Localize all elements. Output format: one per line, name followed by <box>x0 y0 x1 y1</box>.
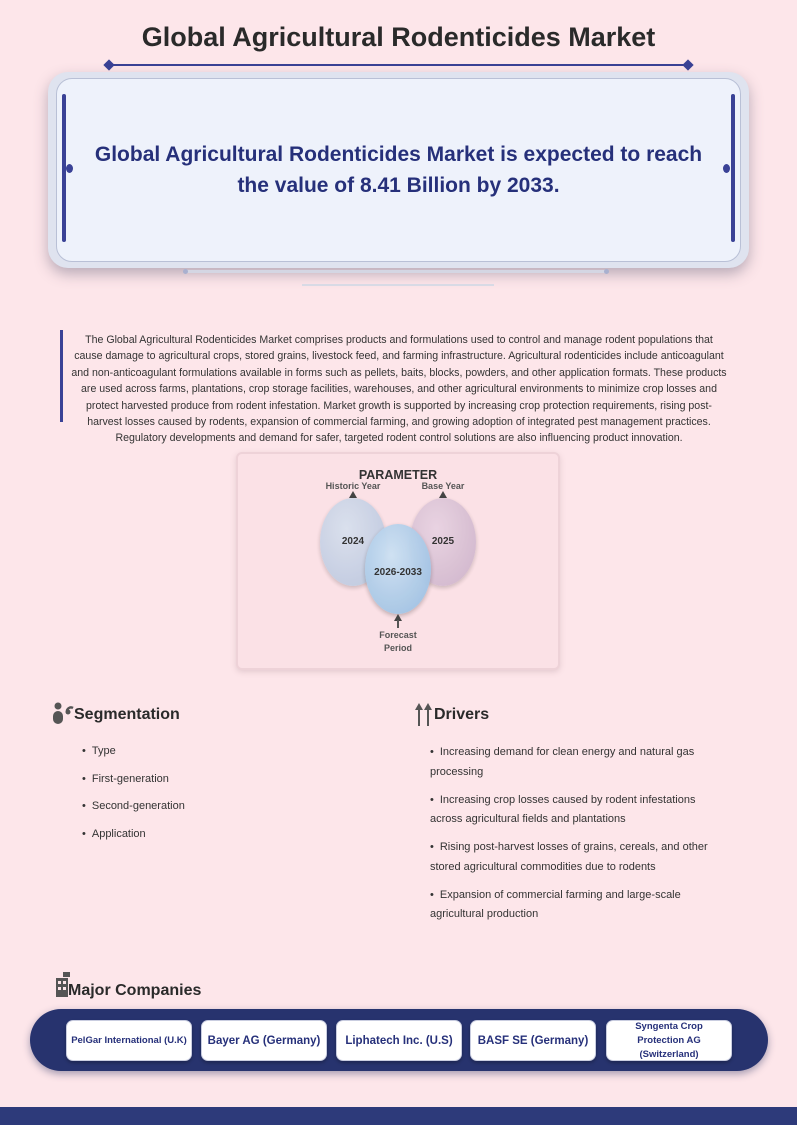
divider-right-diamond <box>682 59 693 70</box>
hero-base-line-lower <box>302 284 494 286</box>
hero-right-bar <box>731 94 735 242</box>
hero-left-dot <box>66 164 73 173</box>
historic-year-value: 2024 <box>341 536 365 547</box>
list-item: • First-generation <box>82 772 169 785</box>
list-item: • Second-generation <box>82 800 185 813</box>
forecast-arrow-stem <box>397 620 399 628</box>
drivers-heading: Drivers <box>434 706 490 723</box>
title-divider <box>110 64 688 66</box>
list-item: • Rising post-harvest losses of grains, cereals, and other stored agricultural commodities due to rodents <box>430 841 708 873</box>
hero-headline: Global Agricultural Rodenticides Market is expected to reach the value of 8.41 Billion by 2033. <box>94 143 703 197</box>
list-item: • Application <box>82 827 146 840</box>
company-card: PelGar International (U.K) <box>66 1020 192 1061</box>
up-arrows-icon <box>414 701 434 727</box>
list-item: • Type <box>82 745 116 757</box>
historic-year-label: Historic Year <box>325 481 381 491</box>
historic-arrow-icon <box>349 491 357 498</box>
segmentation-list <box>82 745 185 855</box>
hero-base-left-dot <box>183 269 188 274</box>
drivers-list <box>430 743 730 933</box>
list-item: • Increasing demand for clean energy and natural gas processing <box>430 746 695 778</box>
forecast-label-line1: Forecast <box>379 630 417 640</box>
company-card: BASF SE (Germany) <box>470 1020 596 1061</box>
hero-base-line <box>184 270 608 273</box>
company-card: Syngenta Crop Protection AG (Switzerland) <box>606 1020 732 1061</box>
base-year-value: 2025 <box>431 536 455 547</box>
list-item: • Increasing crop losses caused by rodent infestations across agricultural fields and plantations <box>430 793 696 825</box>
base-year-label: Base Year <box>421 481 465 491</box>
company-card: Liphatech Inc. (U.S) <box>336 1020 462 1061</box>
page-title: Global Agricultural Rodenticides Market <box>141 22 656 52</box>
divider-left-diamond <box>103 59 114 70</box>
forecast-period-value: 2026-2033 <box>374 567 422 578</box>
company-card: Bayer AG (Germany) <box>201 1020 327 1061</box>
base-arrow-icon <box>439 491 447 498</box>
hero-right-dot <box>723 164 730 173</box>
segmentation-heading: Segmentation <box>74 706 180 723</box>
hero-card <box>56 78 741 262</box>
forecast-label-line2: Period <box>383 643 412 653</box>
hero-base-right-dot <box>604 269 609 274</box>
description-accent-bar <box>60 330 63 422</box>
people-icon <box>50 700 74 726</box>
major-companies-heading: Major Companies <box>68 982 202 999</box>
footer-bar <box>0 1107 797 1125</box>
market-description: The Global Agricultural Rodenticides Market comprises products and formulations used to control and manage rodent populations that cause damage to agricultural crops, stored grains, livestock feed, and farming infrastructure. Agricultural rodenticides include anticoagulant and non-anticoagulant formulations available in forms such as pellets, baits, blocks, powders, and other application formats. These products are used across farms, plantations, crop storage facilities, warehouses, and other agricultural environments to minimize crop losses and protect harvested produce from rodent infestation. Market growth is supported by increasing crop protection requirements, rising post-harvest losses caused by rodents, expansion of commercial farming, and growing adoption of integrated pest management practices. Regulatory developments and demand for safer, targeted rodent control solutions are also influencing product innovation. <box>71 334 727 445</box>
parameter-title: PARAMETER <box>358 468 438 482</box>
list-item: • Expansion of commercial farming and large-scale agricultural production <box>430 888 681 920</box>
